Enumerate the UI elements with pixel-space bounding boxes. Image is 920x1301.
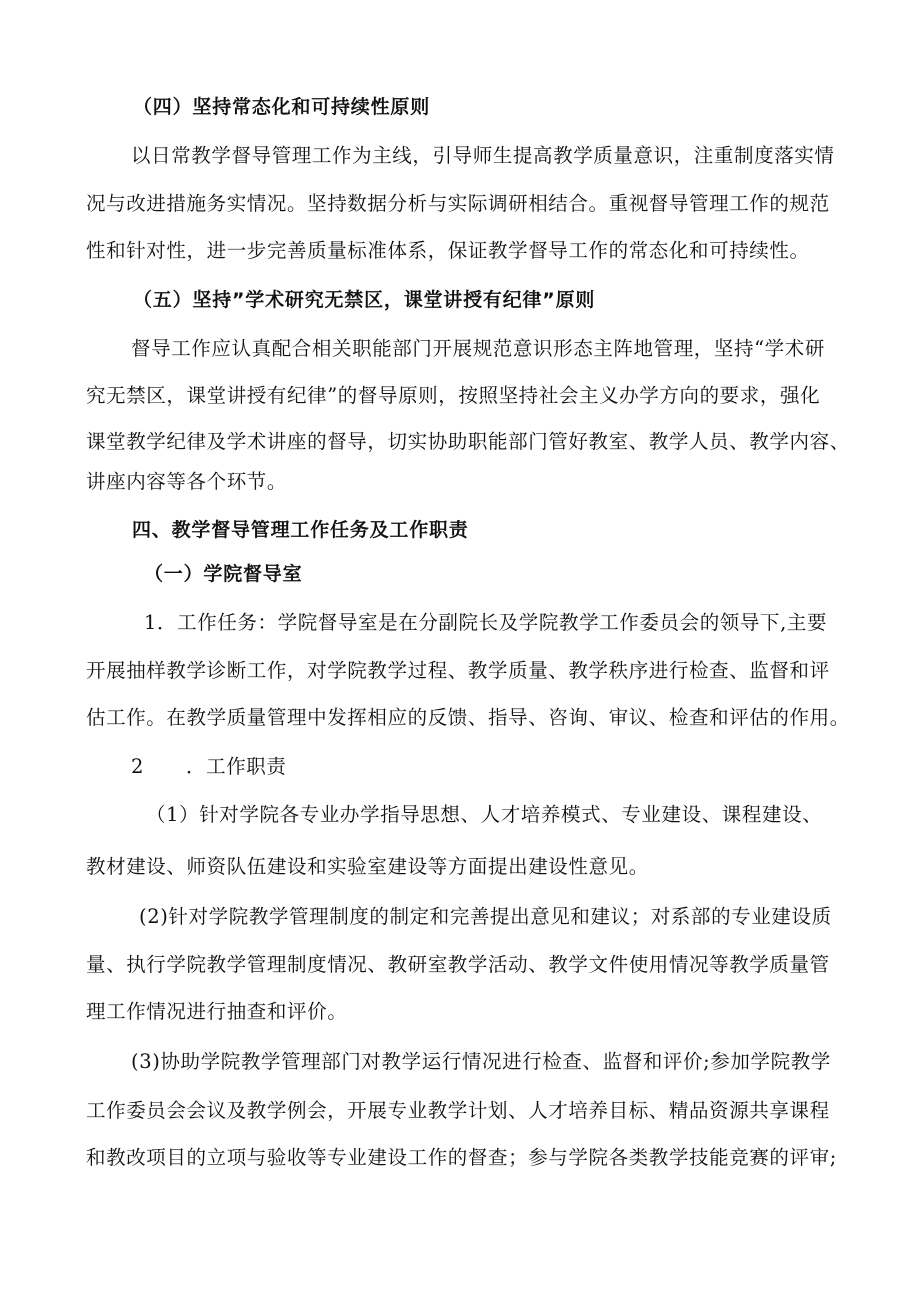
s5-line-2: 究无禁区，课堂讲授有纪律”的督导原则，按照坚持社会主义办学方向的要求，强化: [86, 384, 821, 407]
duty-3-line-2: 工作委员会会议及教学例会，开展专业教学计划、人才培养目标、精品资源共享课程: [86, 1099, 830, 1122]
duty-2-line-1: (2)针对学院教学管理制度的制定和完善提出意见和建议；对系部的专业建设质: [139, 905, 832, 928]
item-2-title: ．工作职责: [186, 755, 287, 778]
s4-line-1: 以日常教学督导管理工作为主线，引导师生提高教学质量意识，注重制度落实情: [131, 144, 835, 167]
duty-1-line-1: （1）针对学院各专业办学指导思想、人才培养模式、专业建设、课程建设、: [146, 803, 823, 826]
section-4-heading: （四）坚持常态化和可持续性原则: [133, 96, 431, 118]
item-1-line-2: 开展抽样教学诊断工作，对学院教学过程、教学质量、教学秩序进行检查、监督和评: [86, 659, 830, 682]
duty-2-line-2: 量、执行学院教学管理制度情况、教研室教学活动、教学文件使用情况等教学质量管: [86, 953, 830, 976]
s4-line-3: 性和针对性，进一步完善质量标准体系，保证教学督导工作的常态化和可持续性。: [86, 239, 810, 262]
duty-3-line-1: (3)协助学院教学管理部门对教学运行情况进行检查、监督和评价;参加学院教学: [131, 1050, 831, 1073]
s5-line-1: 督导工作应认真配合相关职能部门开展规范意识形态主阵地管理，坚持“学术研: [131, 337, 825, 360]
chapter-4-heading: 四、教学督导管理工作任务及工作职责: [132, 519, 469, 541]
item-1-line-3: 估工作。在教学质量管理中发挥相应的反馈、指导、咨询、审议、检查和评估的作用。: [86, 706, 850, 729]
item-2-number: 2: [131, 755, 145, 778]
section-5-heading: （五）坚持”学术研究无禁区，课堂讲授有纪律”原则: [133, 289, 596, 311]
s5-line-4: 讲座内容等各个环节。: [86, 470, 288, 493]
s5-line-3: 课堂教学纪律及学术讲座的督导，切实协助职能部门管好教室、教学人员、教学内容、: [86, 430, 850, 453]
duty-2-line-3: 理工作情况进行抽查和评价。: [86, 1000, 348, 1023]
duty-3-line-3: 和教改项目的立项与验收等专业建设工作的督查；参与学院各类教学技能竞赛的评审;: [86, 1146, 837, 1169]
item-1-line-1: 1．工作任务：学院督导室是在分副院长及学院教学工作委员会的领导下,主要: [144, 611, 828, 634]
duty-1-line-2: 教材建设、师资队伍建设和实验室建设等方面提出建设性意见。: [86, 855, 649, 878]
s4-line-2: 况与改进措施务实情况。坚持数据分析与实际调研相结合。重视督导管理工作的规范: [86, 192, 830, 215]
subsection-1-heading: （一）学院督导室: [144, 563, 303, 585]
